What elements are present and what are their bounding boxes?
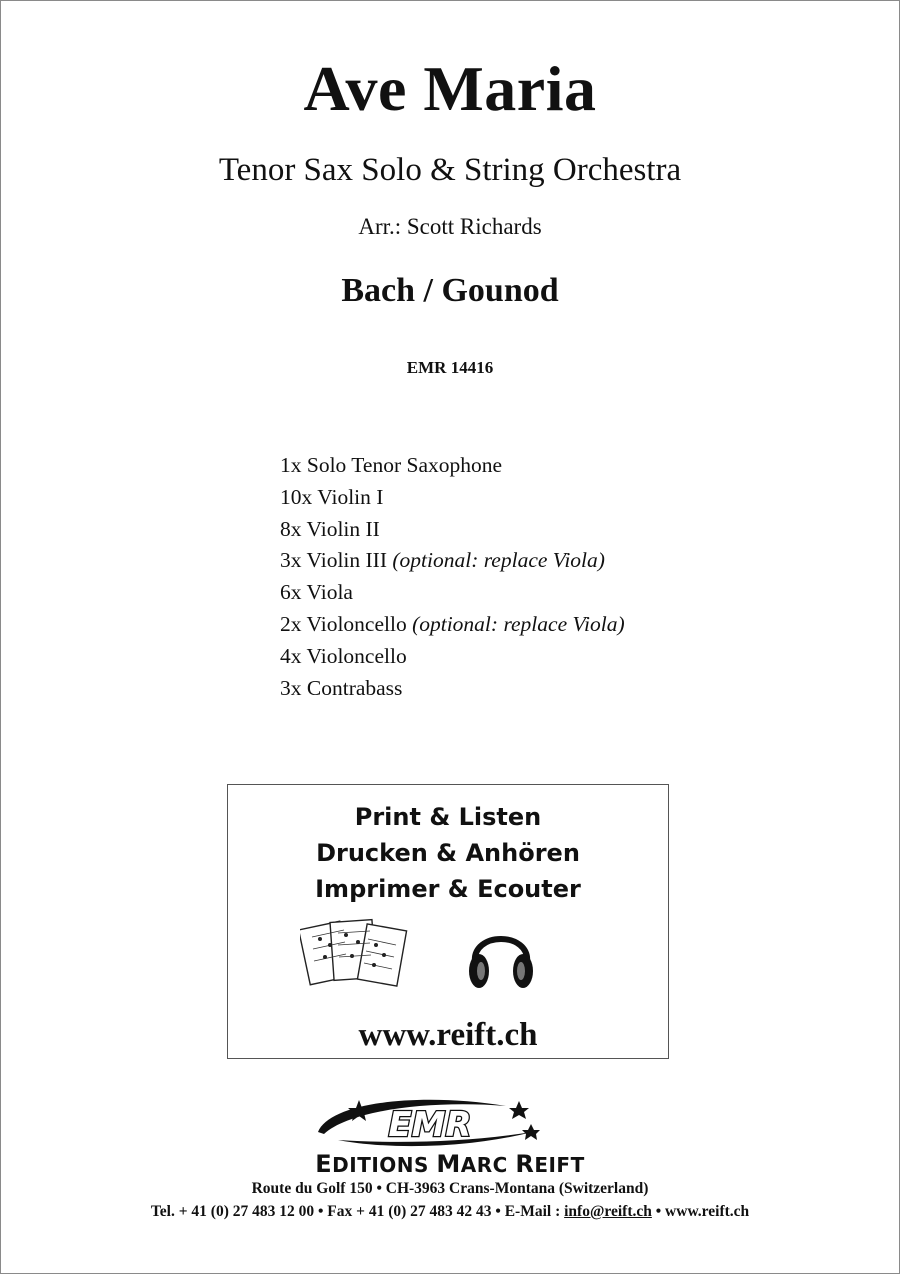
publisher-address: Route du Golf 150 • CH-3963 Crans-Montana (Switzerland) <box>251 1180 649 1197</box>
contact-phone-fax: Tel. + 41 (0) 27 483 12 00 • Fax + 41 (0) 27 483 42 43 • E-Mail : <box>150 1203 565 1220</box>
score-subtitle: Tenor Sax Solo & String Orchestra <box>218 152 682 188</box>
print-listen-box <box>227 784 669 1059</box>
emr-logo <box>310 1090 550 1152</box>
composer-credit: Bach / Gounod <box>341 272 559 309</box>
promo-line-german: Drucken & Anhören <box>316 839 580 867</box>
instrumentation-list <box>280 450 625 704</box>
instrument-text: 4x Violoncello <box>280 643 407 668</box>
instrument-item <box>280 577 625 609</box>
instrument-text: 6x Viola <box>280 580 353 605</box>
score-title: Ave Maria <box>303 53 597 124</box>
promo-line-french: Imprimer & Ecouter <box>315 875 581 903</box>
instrument-item <box>280 545 625 577</box>
sheet-music-icon <box>300 915 412 995</box>
instrument-text: 8x Violin II <box>280 516 380 541</box>
instrument-item <box>280 609 625 641</box>
contact-website[interactable]: • www.reift.ch <box>651 1203 750 1220</box>
instrument-text: 3x Violin III <box>280 548 387 573</box>
publisher-word: EIFT <box>534 1153 585 1177</box>
instrument-note: (optional: replace Viola) <box>392 548 605 573</box>
promo-line-english: Print & Listen <box>354 803 542 831</box>
promo-url[interactable]: www.reift.ch <box>358 1017 538 1053</box>
publisher-initial: R <box>515 1150 535 1178</box>
instrument-item <box>280 641 625 673</box>
publisher-word: DITIONS <box>332 1153 437 1177</box>
instrument-text: 10x Violin I <box>280 484 384 509</box>
instrument-text: 1x Solo Tenor Saxophone <box>280 453 503 477</box>
instrument-item <box>280 482 625 514</box>
email-link[interactable]: info@reift.ch <box>564 1203 652 1220</box>
publisher-initial: E <box>315 1150 333 1178</box>
publisher-name <box>0 1150 900 1178</box>
arranger-credit: Arr.: Scott Richards <box>358 214 542 239</box>
instrument-text: 3x Contrabass <box>280 675 403 700</box>
instrument-note: (optional: replace Viola) <box>412 611 625 636</box>
instrument-item <box>280 514 625 546</box>
instrument-item <box>280 673 625 705</box>
publisher-word: ARC <box>460 1153 516 1177</box>
catalog-number: EMR 14416 <box>406 358 494 377</box>
logo-wordmark: EMR <box>388 1105 472 1145</box>
publisher-initial: M <box>436 1150 461 1178</box>
instrument-item <box>280 450 625 482</box>
headphones-icon <box>466 919 536 995</box>
publisher-contact <box>0 1203 900 1221</box>
instrument-text: 2x Violoncello <box>280 611 407 636</box>
